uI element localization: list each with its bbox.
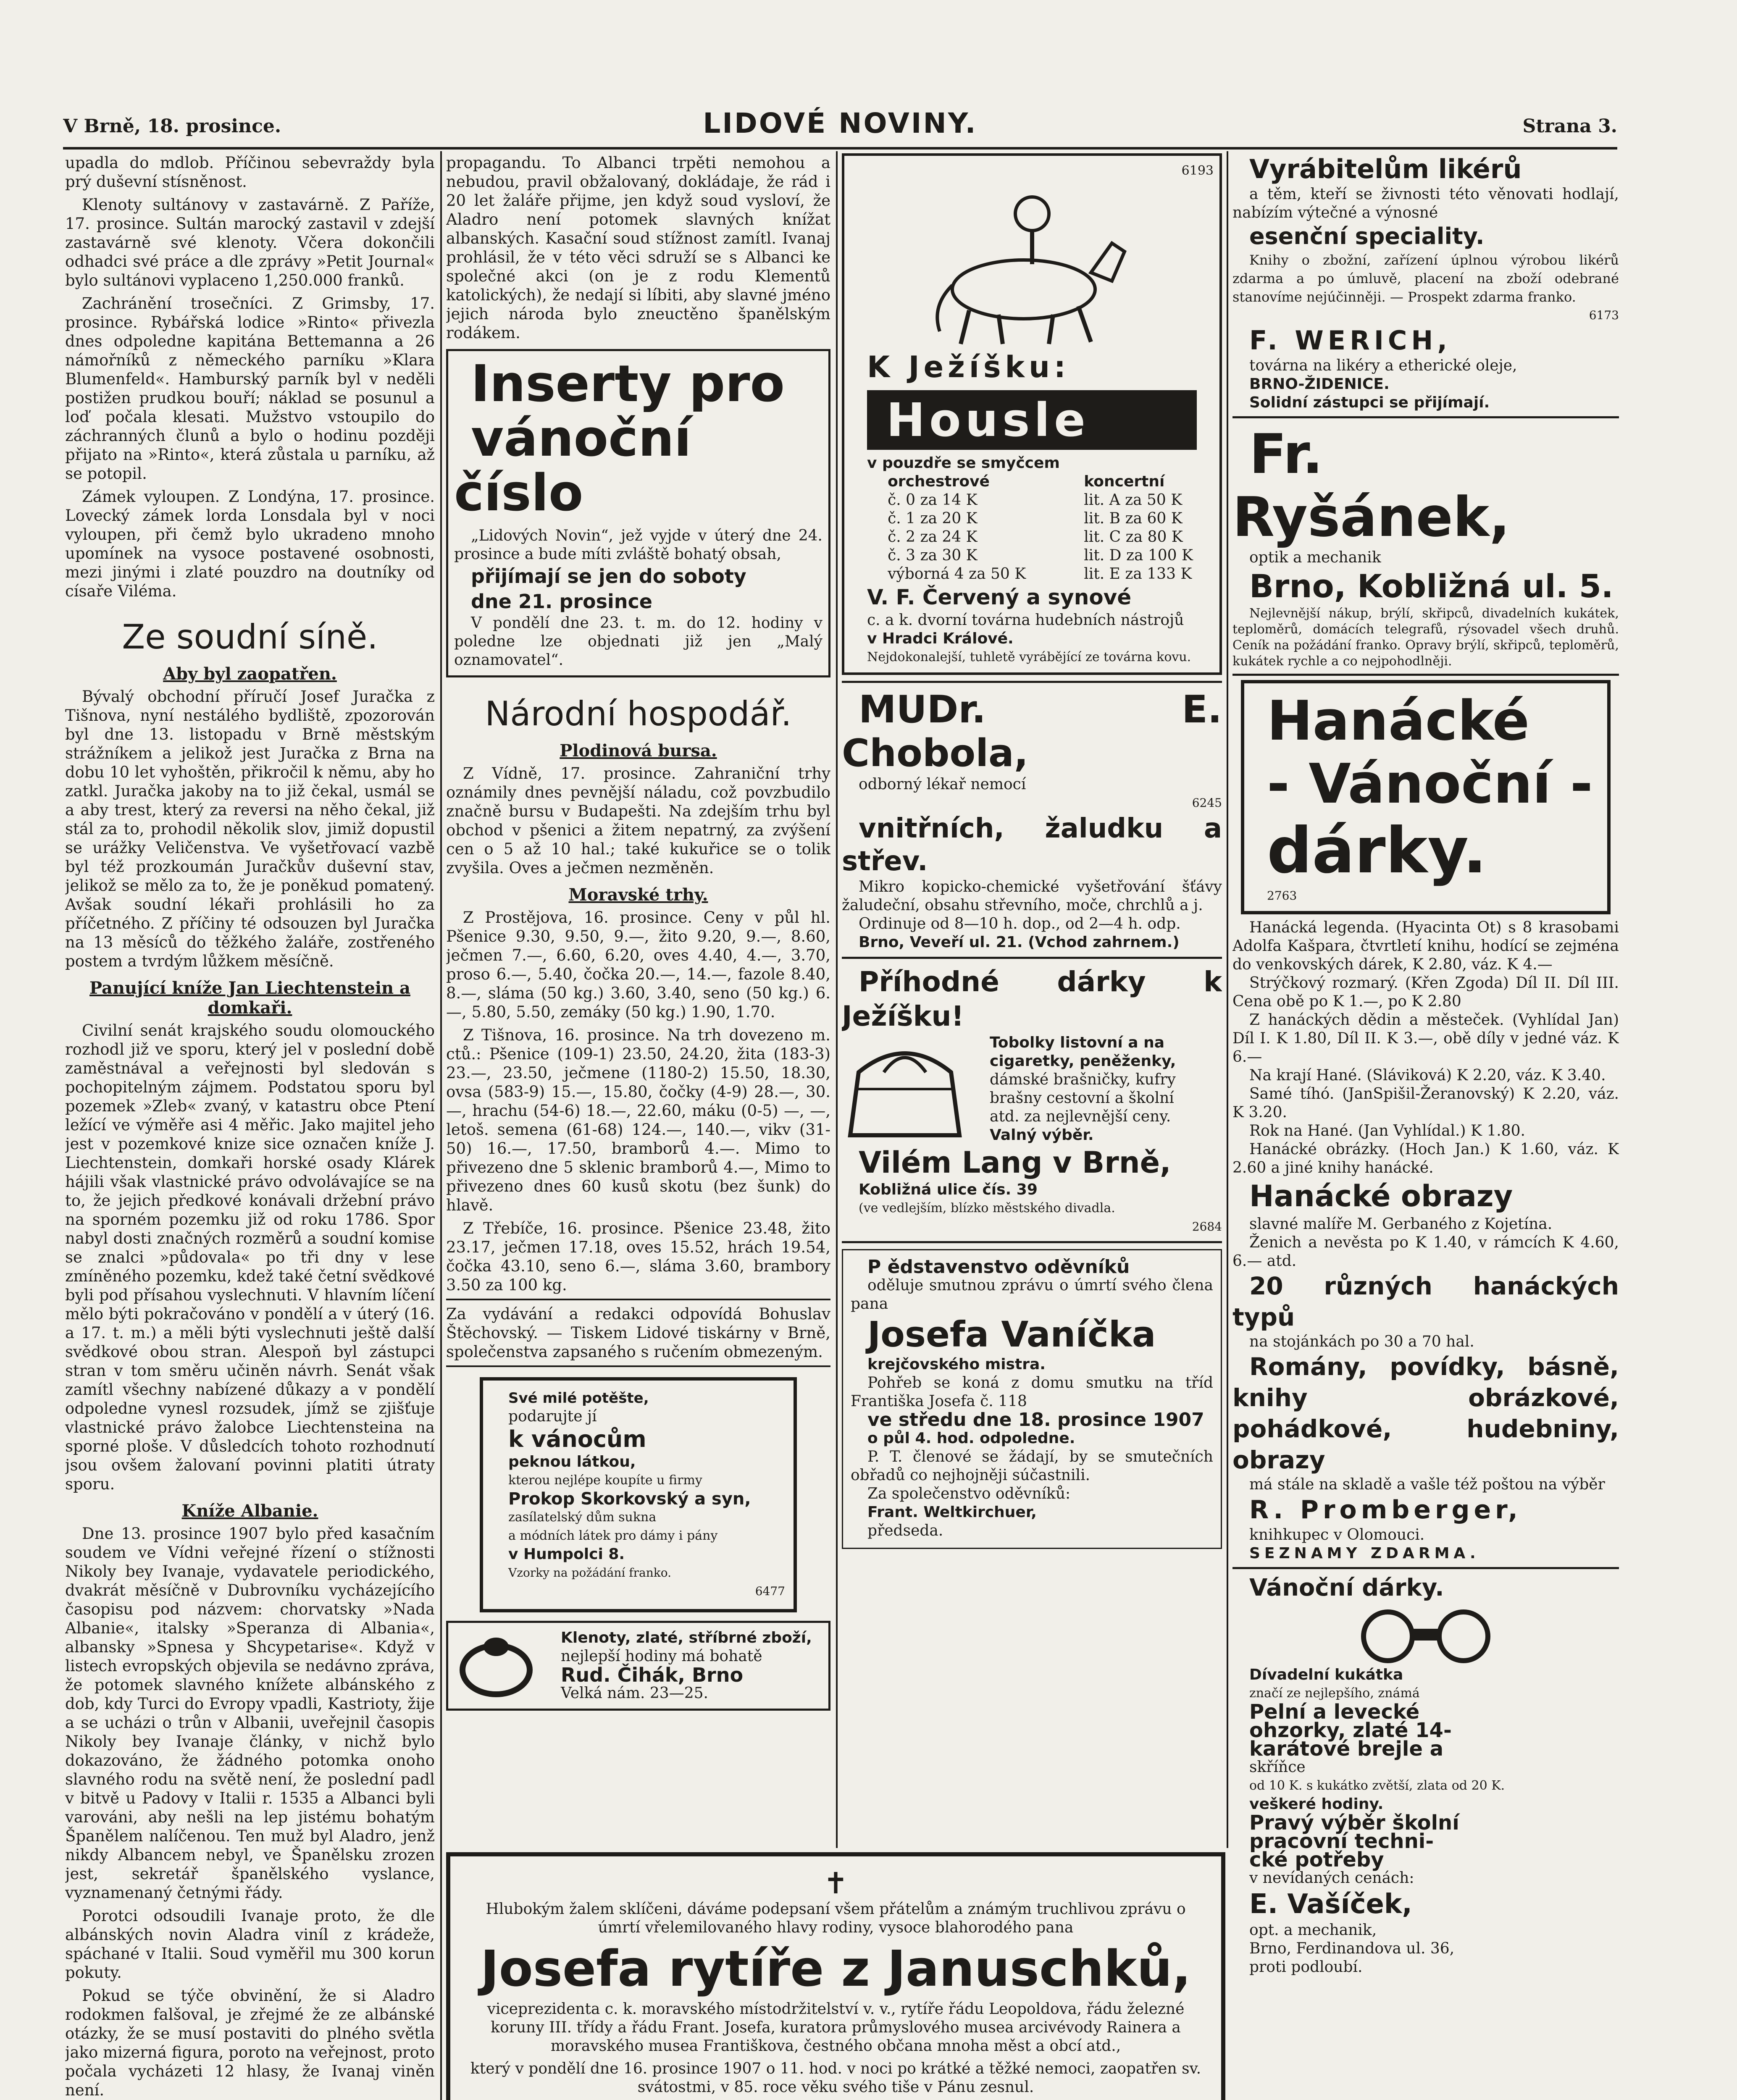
top-rule [63,147,1617,150]
article-bursa: Z Vídně, 17. prosince. Zahraniční trhy oznámily dnes pevnější náladu, což povzbudilo značně bursu v Budapešti. Na zdejším trhu byl obchod v pšenici a žitem nepatrný, za zvýšení cen o 5 až 10 hal.; také kukuřice se o tolik zvyšila. Oves a ječmen nezměněn. [446,764,830,877]
price-col-1 [871,472,1026,583]
ad-line: Ženich a nevěsta po K 1.40, v rámcích K 4.60, 6.— atd. [1232,1234,1619,1270]
ad-cerveny [842,153,1222,675]
column-1 [65,153,435,2100]
ad-line: Mikro kopicko-chemické vyšetřování šťávy žaludeční, obsahu střevního, moče, chrchlů a j. [842,878,1222,914]
ad-line: a módních látek pro dámy i pány [508,1528,718,1543]
ad-line: optik a mechanik [1249,549,1381,566]
market-trebic: Z Třebíče, 16. prosince. Pšenice 23.48, žito 23.17, ječmen 17.18, oves 15.52, hrách 19.54, čočka 43.10, seno 6.—, sláma 3.60, brambory 3.50 za 100 kg. [446,1219,830,1294]
ad-line: SEZNAMY ZDARMA. [1249,1545,1480,1562]
ad-subheadline: esenční speciality. [1249,223,1485,249]
ad-line: Ordinuje od 8—10 h. dop., od 2—4 h. odp. [859,915,1181,932]
ad-line: Kobližná ulice čís. 39 [859,1181,1038,1198]
ad-line: Pelní a levecké [1249,1700,1420,1724]
ad-headline: Vyrábitelům likérů [1249,154,1522,184]
ad-line: na stojánkách po 30 a 70 hal. [1249,1333,1474,1350]
divider [446,1365,830,1367]
ad-headline: Vánoční dárky. [1249,1574,1444,1601]
ad-line: předseda. [867,1522,943,1539]
horse-rider-illustration [914,180,1150,348]
price-col-2 [1067,472,1193,583]
opera-glasses-illustration [1342,1603,1510,1666]
ad-headline: MUDr. E. Chobola, [842,688,1222,775]
ad-line: krejčovského mistra. [867,1356,1046,1373]
ad-line: továrna na likéry a etherické oleje, [1249,357,1517,374]
column-3 [842,153,1222,1846]
subheading: Kníže Albanie. [181,1501,318,1521]
ad-headline: - Vánoční - [1267,752,1593,816]
article-text: upadla do mdlob. Příčinou sebevraždy byla prý duševní stísněnost. [65,154,435,191]
ring-illustration [454,1630,538,1701]
ad-line: peknou látkou, [508,1453,636,1470]
ad-lang [842,965,1222,1243]
ad-firm: R. Promberger, [1249,1495,1522,1525]
ad-line: slavné malíře M. Gerbaného z Kojetína. [1249,1215,1553,1233]
book-item: Samé tíhó. (JanSpišil-Žeranovský) K 2.20, váz. K 3.20. [1232,1085,1619,1121]
hanacke-banner [1241,680,1611,914]
market-prostejov: Z Prostějova, 16. prosince. Ceny v půl hl. Pšenice 9.30, 9.50, 9.—, žito 9.20, 9.—, 8.60, ječmen 7.—, 6.60, 6.20, oves 4.40, 4.—, 3.70, proso 6.—, 5.40, čočka 20.—, 14.—, fazole 8.40, 8.—, sláma (50 kg.) 3.60, 3.40, seno (50 kg.) 6.—, 5.80, 5.50, zemáky (50 kg.) 1.90, 1.70. [446,908,830,1021]
article-klenoty: Klenoty sultánovy v zastavárně. Z Paříže, 17. prosince. Sultán marocký zastavil v zdejší zastavárně své klenoty. Včera dokončili odhadci své práce a dle zprávy »Petit Journal« bylo sultánovi vyplaceno 1,250.000 franků. [65,196,435,289]
section-heading-economy: Národní hospodář. [485,694,792,733]
ad-line: (ve vedlejším, blízko městského divadla. [859,1201,1115,1215]
article-albanie: Dne 13. prosince 1907 bylo před kasačním soudem ve Vídni veřejné řízení o stížnosti Nikoly bey Ivanaje, vydavatele periodického, dvakrát měsíčně v Dubrovníku vycházejícího časopisu pod názvem: chorvatsky »Nada Albanie«, italsky »Speranza di Albania«, albansky »Spnesa y Shcypetarise«. Když v listech evropských objevila se nedávno zpráva, že potomek slavného knížete albánského z dob, kdy Turci do Evropy vpadli, Kastrioty, žije a se ucházi o trůn v Albanii, uveřejnil časopis Nikoly bey Ivanaje články, v nichž bylo dokazováno, že žádného potomka onoho slavného rodu na světě není, že poslední padl v bitvě u Padovy v Italii r. 1535 a Albanci byli varováni, aby nešli na lep jistému bohatým Španělem nalíčenou. Ten muž byl Aladro, jenž nikdy Albancem nebyl, ve Španělsku zrozen jest, sekretář španělského vyslance, vyznamenaný četnými řády. [65,1525,435,1902]
ad-line: Pravý výběr školní [1249,1811,1459,1835]
ad-line: Své milé potěšte, [508,1390,649,1407]
price-row: lit. E za 133 K [1084,565,1192,583]
ad-subheadline: 20 různých hanáckých typů [1232,1272,1619,1331]
cross-icon: ✝ [823,1866,848,1900]
ad-headline: Příhodné dárky k Ježíšku! [842,966,1222,1032]
ad-line: pracovní techni- [1249,1830,1434,1853]
ad-inserty [446,349,830,677]
ad-chobola [842,681,1222,959]
obituary-text: viceprezidenta c. k. moravského místodržitelství v. v., rytíře řádu Leopoldova, řádu železné koruny III. třídy a řádu Frant. Josefa, kuratora průmyslového musea arcivévody Rainera a moravského musea Františkova, čestného občana mnoha měst a obcí atd., [487,2000,1185,2055]
ad-line: značí ze nejlepšího, známá [1249,1686,1420,1701]
price-table [850,472,1214,583]
ad-hanacke [1232,676,1619,1569]
ad-vanicek-obituary [842,1249,1222,1549]
ad-rysanek [1232,418,1619,676]
price-row: lit. A za 50 K [1084,491,1183,509]
divider [446,1299,830,1300]
ad-address: Brno, Kobližná ul. 5. [1249,567,1613,605]
ad-line: Velká nám. 23—25. [561,1685,708,1702]
ad-headline: Fr. Ryšánek, [1232,422,1510,549]
ad-number: 6173 [1589,308,1619,322]
ad-line: od 10 K. s kukátko zvětší, zlata od 20 K. [1249,1778,1505,1793]
ad-firm: Prokop Skorkovský a syn, [508,1489,751,1509]
ad-subheadline: Romány, povídky, básně, knihy obrázkové, pohádkové, hudebniny, obrazy [1232,1352,1619,1474]
ad-headline: Hanácké [1267,689,1529,753]
ad-line: Knihy o zbožní, zařízení úplnou výrobou likérů zdarma a po úmluvě, placení na zboží odebrané stanovíme nejúčinněji. — Prospekt zdarma franko. [1232,252,1619,305]
price-head: koncertní [1084,473,1165,490]
article-albanie-cont: propagandu. To Albanci trpěti nemohou a nebudou, pravil obžalovaný, dokládaje, že rád i 20 let žaláře přijme, jen když soud vysloví, že Aladro není potomek slavných knížat albanských. Kasační soud stížnost zamítl. Ivanaj prohlásil, že v této věci sdruží se s Albanci ke společné akci (on je z rodu Klementů katolických), že nedají si líbiti, aby slavné jméno jejich národa bylo zneuctěno španělským rodákem. [446,154,830,342]
obituary-text: Hlubokým žalem sklíčeni, dáváme podepsaní všem přátelům a známým truchlivou zprávu o úmrtí vřelemilovaného hlavy rodiny, vysoce blahorodého pana [486,1900,1186,1936]
ad-line: P ědstavenstvo oděvníků [867,1256,1130,1278]
ad-number: 6193 [1181,163,1214,178]
ad-number: 2684 [1192,1220,1222,1234]
price-row: lit. D za 100 K [1084,547,1193,564]
ad-line: Nejdokonalejší, tuhletě vyrábějící ze továrna kovu. [867,650,1191,664]
ad-line: ohzorky, zlaté 14- [1249,1719,1452,1742]
price-row: č. 2 za 24 K [888,528,978,546]
ad-headline: k vánocům [508,1426,646,1452]
inserty-deadline: přijímají se jen do soboty [471,565,746,588]
column-4 [1232,153,1619,2100]
ad-vasicek [1232,1569,1619,1977]
market-tisnov: Z Tišnova, 16. prosince. Na trh dovezeno m. ctů.: Pšenice (109-1) 23.50, 24.20, žita (183-3) 23.—, 23.50, ječmene (1180-2) 15.50, 18.30, ovsa (583-9) 15.—, 15.80, čočky (4-9) 28.—, 30.—, hrachu (54-6) 18.—, 22.60, máku (0-5) —, —, letoš. semena (61-68) 124.—, 140.—, vikv (31-50) 16.—, 17.50, bramborů 4.—. Mimo to přivezeno dne 5 sklenic bramborů 4.—, Mimo to přivezeno dnes 60 kusů skotu (bez šunk) do hlavě. [446,1026,830,1214]
inserty-title-1: Inserty pro [471,355,785,413]
ad-line: Dívadelní kukátka [1249,1666,1403,1683]
ad-line: Za společenstvo oděvníků: [867,1485,1071,1502]
subheading: Panující kníže Jan Liechtenstein a domkaři. [89,978,410,1018]
imprint: Za vydávání a redakci odpovídá Bohuslav Štěchovský. — Tiskem Lidové tiskárny v Brně, společenstva zapsaného s ručením obmezeným. [446,1305,830,1361]
ad-number: 6245 [1192,796,1222,810]
obituary-januschka [446,1852,1225,2100]
price-row: č. 1 za 20 K [888,510,978,527]
ad-line: Pohřeb se koná z domu smutku na tříd Františka Josefa č. 118 [851,1374,1213,1410]
book-item: Hanácká legenda. (Hyacinta Ot) s 8 krasobami Adolfa Kašpara, čtvrtletí knihu, hodící se zejména do venkovských dárek, K 2.80, váz. K 4.— [1232,919,1619,973]
ad-line: dámské brašničky, kufry [990,1071,1176,1088]
ad-line: Klenoty, zlaté, stříbrné zboží, [561,1629,812,1646]
ad-line: c. a k. dvorní továrna hudebních nástrojů [867,612,1184,629]
ad-lang-body [842,1034,1222,1144]
ad-line: podarujte jí [508,1408,597,1425]
ad-line: o půl 4. hod. odpoledne. [867,1430,1075,1447]
ad-subheadline: vnitřních, žaludku a střev. [842,813,1222,877]
price-head: orchestrové [888,473,990,490]
ad-firm: E. Vašíček, [1249,1889,1412,1920]
housle-banner [867,390,1197,450]
ad-number: 2763 [1267,889,1297,903]
ad-line: v Humpolci 8. [508,1546,625,1563]
obituary-name: Josefa Vaníčka [867,1314,1156,1355]
ad-line: cké potřeby [1249,1848,1384,1872]
ad-line: BRNO-ŽIDENICE. [1249,375,1390,393]
article-juracka: Bývalý obchodní příručí Josef Juračka z Tišnova, nyní nestálého bydliště, zpozorován byl dne 13. listopadu v Brně městským strážníkem a jelikož jest Juračka z Brna na dobu 10 let vyhoštěn, přikročil k němu, aby ho zatkl. Juračka jakoby na to již čekal, usmál se a aby trest, který za reversi na něho čekal, již stál za to, prohodil několik slov, jimiž dopustil se urážky Veličenstva. Ve vyšetřovací vazbě byl též prozkoumán Juračkův duševní stav, jelikož se mělo za to, že je poněkud pomatený. Avšak soudní lékaři prohlásili ho za příčetného. Z příčiny té odsouzen byl Juračka na 13 měsíců do těžkého žaláře, zostřeného postem a tvrdým lůžkem měsíčně. [65,688,435,970]
handbag-illustration [842,1034,968,1144]
ad-line: Vzorky na požádání franko. [508,1566,671,1580]
ad-skorkovsky [480,1377,797,1612]
ad-line: Brno, Veveří ul. 21. (Vchod zahrnem.) [859,934,1180,951]
price-row: lit. B za 60 K [1084,510,1183,527]
ad-line: má stále na skladě a vašle též poštou na výběr [1249,1476,1605,1493]
ad-line: oděluje smutnou zprávu o úmrtí svého člena pana [851,1277,1213,1312]
article-liechtenstein: Civilní senát krajského soudu olomouckého rozhodl již ve sporu, který jel v poslední době zaměstnával a veřejnosti byl sledován s pochopitelným zájmem. Podstatou sporu byl pozemek »Zleb« zvaný, v katastru obce Ptení ležící ve výměře asi 4 měřic. Jako majitel jeho jest v pozemkové knize sice označen kníže J. Liechtenstein, domkaři horské osady Klárek hájili však vlastnické právo odvolávajíce se na to, že jejich předkové konávali držební právo na sporném pozemku již od roku 1786. Spor nabyl dosti značných rozměrů a soudní komise se znalci »půdovala« po tři dny v lese zmíněného pozemku, kdež také četní svědkové byli pod přísahou vyslechnuti. V hlavním líčení mělo býti pokračováno v pondělí a v úterý (16. a 17. t. m.) a měli býti vyslechnuti ještě další svědkové obou stran. Alespoň byl zástupci stran v tom směru učiněn návrh. Senát však zamítl všechny nabízené důkazy a v pondělí odpoledne vynesl rozsudek, jímž se zjišťuje vlastnické právo žalobce Liechtensteina na sporné ploše. V důsledcích tohoto rozhodnutí jsou ovšem žalovaní povinni platiti útraty sporu. [65,1021,435,1493]
ad-werich [1232,153,1619,418]
ad-line: v nevídaných cenách: [1249,1869,1414,1887]
price-row: č. 0 za 14 K [888,491,978,509]
ad-line: P. T. členové se žádají, by se smutečních obřadů co nejhojněji súčastnili. [851,1448,1213,1484]
masthead-page: Strana 3. [1522,116,1617,137]
inserty-title-2: vánoční číslo [454,410,691,522]
price-row: lit. C za 80 K [1084,528,1183,546]
ad-firm: Vilém Lang v Brně, [859,1145,1171,1180]
ad-line: Valný výběr. [990,1126,1094,1144]
ad-firm: Rud. Čihák, Brno [561,1664,744,1686]
inserty-note: V pondělí dne 23. t. m. do 12. hodiny v poledne lze objednati již jen „Malý oznamovatel“. [454,614,823,669]
ad-line: Solidní zástupci se přijímají. [1249,394,1490,411]
ad-line: kterou nejlépe koupíte u firmy [508,1473,702,1488]
book-item: Z hanáckých dědin a městeček. (Vyhlídal Jan) Díl I. K 1.80, Díl II. K 3.—, obě díly v jedné váz. K 6.— [1232,1011,1619,1066]
ad-line: Frant. Weltkirchuer, [867,1504,1037,1521]
ad-line: v pouzdře se smyčcem [867,454,1060,472]
ad-line: knihkupec v Olomouci. [1249,1526,1425,1544]
ad-line: nejlepší hodiny má bohatě [561,1648,762,1665]
article-trosecnici: Zachránění trosečníci. Z Grimsby, 17. prosince. Rybářská lodice »Rinto« přivezla dnes odpoledne kapitána Bettemanna a 26 námořníků z německého parníku »Klara Blumenfeld«. Hamburský parník byl v neděli postižen prudkou bouří; náklad se posunul a loď počala klesati. Mužstvo vstoupilo do záchranných člunů a bylo o hodinu později přijato na »Rinto«, která zůstala u parníku, až se potopil. [65,294,435,483]
ad-line: Brno, Ferdinandova ul. 36, [1249,1940,1455,1957]
ad-line: skříňce [1249,1759,1306,1776]
ad-line: Nejlevnější nákup, brýlí, skřipců, divadelních kukátek, teploměrů, domácích telegrafů, rýsovadel všech druhů. Ceník na požádání franko. Opravy brýlí, skřipců, teploměrů, kukátek rychle a co nejpohodlněji. [1232,606,1619,669]
book-item: Hanácké obrázky. (Hoch Jan.) K 1.60, váz. K 2.60 a jiné knihy hanácké. [1232,1141,1619,1176]
masthead-title: LIDOVÉ NOVINY. [703,107,978,139]
ad-line: atd. za nejlevnější ceny. [990,1108,1171,1125]
book-item: Strýčkový rozmarý. (Křen Zgoda) Díl II. Díl III. Cena obě po K 1.—, po K 2.80 [1232,974,1619,1010]
ad-line: proti podloubí. [1249,1958,1363,1976]
article-zamek: Zámek vyloupen. Z Londýna, 17. prosince. Lovecký zámek lorda Lonsdala byl v noci vyloupen, při čemž bylo ukradeno mnoho upomínek na vysoce postavené osobnosti, mezi jinými i zlaté pouzdro na doutníky od císaře Viléma. [65,488,435,600]
ad-line: cigaretky, peněženky, [990,1053,1176,1070]
ad-line: v Hradci Králové. [867,630,1014,647]
ad-line: opt. a mechanik, [1249,1922,1377,1939]
ad-line: odborný lékař nemocí [859,776,1026,793]
ad-line: veškeré hodiny. [1249,1796,1384,1813]
book-item: Na krají Hané. (Sláviková) K 2.20, váz. K 3.40. [1249,1067,1606,1084]
article-albanie-2: Porotci odsoudili Ivanaje proto, že dle albánských novin Aladra viníl z krádeže, spáchané v Italii. Soud vyměřil mu 300 korun pokuty. [65,1907,435,1982]
inserty-line: „Lidových Novin“, jež vyjde v úterý dne 24. prosince a bude míti zvláště bohatý obsah, [454,527,823,563]
housle-title: Housle [886,393,1090,447]
ad-line: karátové brejle a [1249,1737,1443,1761]
ad-line: zasílatelský dům sukna [508,1510,657,1525]
ad-line: ve středu dne 18. prosince 1907 [867,1409,1204,1431]
column-2 [446,153,830,1846]
subheading: Plodinová bursa. [560,741,717,761]
ad-subheadline: Hanácké obrazy [1249,1179,1513,1213]
inserty-date: dne 21. prosince [471,590,652,613]
book-item: Rok na Hané. (Jan Vyhlídal.) K 1.80. [1249,1122,1525,1139]
column-divider-2 [836,151,838,1848]
ad-cihak [446,1621,830,1711]
ad-line: a těm, kteří se živnosti této věnovati hodlají, nabízím výtečné a výnosné [1232,186,1619,221]
subheading: Moravské trhy. [568,885,708,905]
ad-line: Tobolky listovní a na [990,1034,1165,1051]
obituary-text: který v pondělí dne 16. prosince 1907 o 11. hod. v noci po krátké a těžké nemoci, zaopatřen sv. svátostmi, v 85. roce věku svého tiše v Pánu zesnul. [470,2060,1201,2096]
masthead [63,107,1617,145]
ad-firm: F. WERICH, [1249,325,1451,356]
section-heading-court: Ze soudní síně. [122,617,378,656]
obituary-name: Josefa rytíře z Januschků, [480,1940,1191,1998]
column-divider-3 [1227,151,1228,1848]
ad-headline: K Ježíšku: [867,350,1070,384]
masthead-date: V Brně, 18. prosince. [63,116,281,137]
price-row: č. 3 za 30 K [888,547,978,564]
ad-firm: V. F. Červený a synové [867,585,1132,609]
article-albanie-3: Pokud se týče obvinění, že si Aladro rodokmen falšoval, je zřejmé že ze albánské otázky, že se musí postaviti do plného světla jako mizerná figura, poroto na veřejnost, proto počala vycházeti 12 hlasy, že Ivanaj viněn není. [65,1987,435,2099]
ad-line: brašny cestovní a školní [990,1089,1174,1107]
ad-headline: dárky. [1267,814,1487,887]
ad-number: 6477 [755,1584,785,1598]
column-divider-1 [440,151,442,2100]
subheading: Aby byl zaopatřen. [163,664,337,684]
price-row: výborná 4 za 50 K [888,565,1026,583]
